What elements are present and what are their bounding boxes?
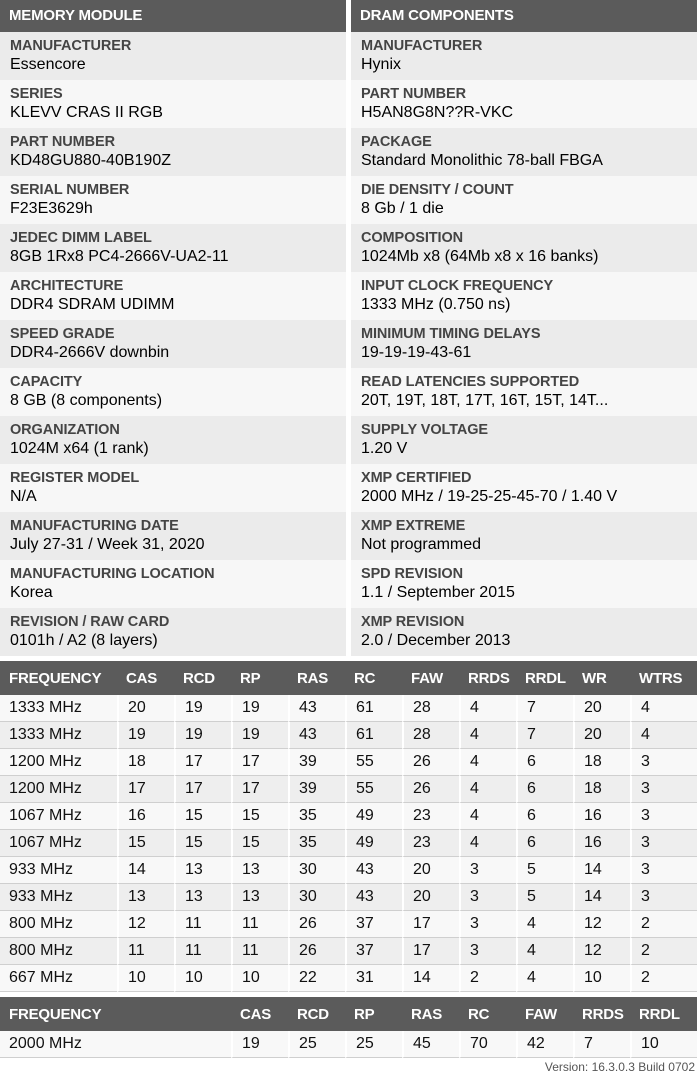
table-cell: 11 — [174, 938, 231, 965]
table-cell: 4 — [516, 911, 573, 938]
table-cell: 26 — [402, 776, 459, 803]
table-cell: 39 — [288, 776, 345, 803]
info-item-value: Korea — [10, 584, 53, 601]
info-item — [351, 608, 697, 656]
table-cell: 39 — [288, 749, 345, 776]
table-cell: 35 — [288, 830, 345, 857]
table-cell: 26 — [288, 938, 345, 965]
table-cell: 15 — [231, 803, 288, 830]
info-item-label: PART NUMBER — [361, 86, 466, 102]
table-cell: 19 — [231, 722, 288, 749]
info-item — [351, 464, 697, 512]
info-item-value: F23E3629h — [10, 200, 93, 217]
info-item — [351, 272, 697, 320]
table-row — [0, 776, 697, 803]
table-cell: 25 — [345, 1031, 402, 1058]
table-cell: 7 — [516, 695, 573, 722]
info-item-label: MINIMUM TIMING DELAYS — [361, 326, 541, 342]
info-item-label: READ LATENCIES SUPPORTED — [361, 374, 580, 390]
table-cell: 7 — [516, 722, 573, 749]
table-row — [0, 803, 697, 830]
version-label: Version: 16.3.0.3 Build 0702 — [544, 1060, 695, 1074]
table-cell: 12 — [573, 911, 630, 938]
info-item — [351, 32, 697, 80]
info-item-label: MANUFACTURER — [10, 38, 132, 54]
info-item-label: MANUFACTURER — [361, 38, 483, 54]
table-cell: 43 — [288, 695, 345, 722]
info-item-label: REVISION / RAW CARD — [10, 614, 170, 630]
table-cell: 20 — [117, 695, 174, 722]
column-header: WTRS — [630, 661, 697, 695]
info-item-value: 1024Mb x8 (64Mb x8 x 16 banks) — [361, 248, 599, 265]
table-cell: 2 — [630, 965, 697, 992]
table-cell: 19 — [174, 695, 231, 722]
table-cell: 1067 MHz — [0, 830, 117, 857]
info-item-value: Hynix — [361, 56, 402, 73]
table-cell: 4 — [459, 803, 516, 830]
table-cell: 61 — [345, 695, 402, 722]
info-item — [351, 512, 697, 560]
info-item-label: SPEED GRADE — [10, 326, 115, 342]
table-cell: 667 MHz — [0, 965, 117, 992]
info-item — [0, 128, 346, 176]
table-cell: 20 — [573, 695, 630, 722]
table-cell: 3 — [630, 803, 697, 830]
info-item-value: Not programmed — [361, 536, 482, 553]
info-item-value: Essencore — [10, 56, 86, 73]
info-item-value: DDR4-2666V downbin — [10, 344, 170, 361]
info-item-value: DDR4 SDRAM UDIMM — [10, 296, 175, 313]
table-cell: 17 — [174, 776, 231, 803]
table-cell: 18 — [573, 776, 630, 803]
table-cell: 4 — [459, 830, 516, 857]
table-cell: 3 — [630, 830, 697, 857]
table-cell: 15 — [174, 803, 231, 830]
table-cell: 10 — [117, 965, 174, 992]
info-item-label: DIE DENSITY / COUNT — [361, 182, 514, 198]
table-cell: 17 — [174, 749, 231, 776]
table-cell: 3 — [459, 857, 516, 884]
jedec-timing-table — [0, 661, 697, 992]
info-item-value: 8 Gb / 1 die — [361, 200, 444, 217]
table-row — [0, 722, 697, 749]
table-cell: 17 — [231, 749, 288, 776]
table-cell: 1333 MHz — [0, 722, 117, 749]
info-item — [0, 320, 346, 368]
info-item-value: 20T, 19T, 18T, 17T, 16T, 15T, 14T... — [361, 392, 609, 409]
table-cell: 1067 MHz — [0, 803, 117, 830]
table-row — [0, 938, 697, 965]
info-item-label: SERIES — [10, 86, 63, 102]
table-cell: 13 — [231, 857, 288, 884]
table-cell: 7 — [573, 1031, 630, 1058]
table-cell: 4 — [459, 695, 516, 722]
info-item — [0, 272, 346, 320]
column-header: RRDS — [459, 661, 516, 695]
table-cell: 19 — [174, 722, 231, 749]
column-header: FREQUENCY — [0, 661, 117, 695]
column-header: RC — [459, 997, 516, 1031]
table-cell: 13 — [231, 884, 288, 911]
info-item — [351, 320, 697, 368]
info-item-value: 8GB 1Rx8 PC4-2666V-UA2-11 — [10, 248, 229, 265]
info-item — [351, 416, 697, 464]
table-cell: 70 — [459, 1031, 516, 1058]
table-cell: 14 — [402, 965, 459, 992]
table-cell: 19 — [231, 1031, 288, 1058]
info-item-value: Standard Monolithic 78-ball FBGA — [361, 152, 603, 169]
xmp-timing-table — [0, 997, 697, 1058]
column-header: RRDS — [573, 997, 630, 1031]
info-item — [351, 560, 697, 608]
table-cell: 5 — [516, 884, 573, 911]
info-item-value: July 27-31 / Week 31, 2020 — [10, 536, 205, 553]
table-cell: 19 — [231, 695, 288, 722]
xmp-table-body — [0, 1031, 697, 1058]
table-cell: 1200 MHz — [0, 776, 117, 803]
table-cell: 1200 MHz — [0, 749, 117, 776]
info-item-label: XMP EXTREME — [361, 518, 466, 534]
column-header: RCD — [174, 661, 231, 695]
timing-table-body — [0, 695, 697, 992]
info-item — [351, 176, 697, 224]
info-item-label: COMPOSITION — [361, 230, 464, 246]
table-cell: 2 — [459, 965, 516, 992]
table-cell: 4 — [459, 776, 516, 803]
table-cell: 55 — [345, 776, 402, 803]
table-cell: 4 — [630, 695, 697, 722]
info-item-value: 19-19-19-43-61 — [361, 344, 472, 361]
table-row — [0, 965, 697, 992]
info-item-value: KD48GU880-40B190Z — [10, 152, 171, 169]
column-header: FAW — [516, 997, 573, 1031]
info-item — [0, 608, 346, 656]
info-item-label: MANUFACTURING DATE — [10, 518, 179, 534]
table-row — [0, 749, 697, 776]
table-cell: 30 — [288, 857, 345, 884]
info-item-label: CAPACITY — [10, 374, 83, 390]
info-item-label: SERIAL NUMBER — [10, 182, 130, 198]
table-cell: 800 MHz — [0, 938, 117, 965]
table-cell: 43 — [345, 857, 402, 884]
dram-components-header: DRAM COMPONENTS — [351, 0, 697, 32]
column-header: RP — [231, 661, 288, 695]
table-cell: 17 — [117, 776, 174, 803]
table-cell: 43 — [345, 884, 402, 911]
dram-components-list — [351, 32, 697, 656]
table-row — [0, 857, 697, 884]
table-cell: 18 — [573, 749, 630, 776]
table-cell: 13 — [117, 884, 174, 911]
info-item — [0, 176, 346, 224]
info-item — [0, 32, 346, 80]
table-cell: 10 — [231, 965, 288, 992]
table-cell: 26 — [288, 911, 345, 938]
column-header: RRDL — [516, 661, 573, 695]
table-cell: 49 — [345, 803, 402, 830]
table-cell: 4 — [459, 749, 516, 776]
info-item — [351, 224, 697, 272]
table-cell: 28 — [402, 722, 459, 749]
memory-module-list — [0, 32, 346, 656]
table-cell: 3 — [459, 884, 516, 911]
table-row — [0, 911, 697, 938]
table-cell: 2 — [630, 938, 697, 965]
memory-module-section — [0, 0, 346, 658]
table-cell: 11 — [174, 911, 231, 938]
xmp-table-header-row — [0, 997, 697, 1031]
table-cell: 4 — [516, 938, 573, 965]
table-cell: 37 — [345, 911, 402, 938]
info-item-label: REGISTER MODEL — [10, 470, 140, 486]
table-row — [0, 1031, 697, 1058]
table-cell: 933 MHz — [0, 884, 117, 911]
info-item-value: 2.0 / December 2013 — [361, 632, 511, 649]
table-cell: 16 — [573, 830, 630, 857]
info-item-label: MANUFACTURING LOCATION — [10, 566, 215, 582]
table-cell: 45 — [402, 1031, 459, 1058]
table-cell: 15 — [174, 830, 231, 857]
table-cell: 12 — [117, 911, 174, 938]
table-cell: 11 — [231, 911, 288, 938]
table-cell: 4 — [516, 965, 573, 992]
info-item-value: 1.20 V — [361, 440, 408, 457]
table-cell: 3 — [630, 776, 697, 803]
info-item-label: SPD REVISION — [361, 566, 463, 582]
table-row — [0, 884, 697, 911]
dram-components-section — [351, 0, 697, 658]
table-cell: 10 — [573, 965, 630, 992]
table-cell: 6 — [516, 830, 573, 857]
table-cell: 1333 MHz — [0, 695, 117, 722]
table-cell: 15 — [231, 830, 288, 857]
timing-table-header-row — [0, 661, 697, 695]
column-header: FAW — [402, 661, 459, 695]
table-cell: 18 — [117, 749, 174, 776]
table-cell: 2000 MHz — [0, 1031, 231, 1058]
table-cell: 22 — [288, 965, 345, 992]
table-cell: 3 — [630, 749, 697, 776]
info-item-value: 1333 MHz (0.750 ns) — [361, 296, 511, 313]
table-cell: 31 — [345, 965, 402, 992]
column-header: CAS — [231, 997, 288, 1031]
column-header: CAS — [117, 661, 174, 695]
table-cell: 14 — [573, 857, 630, 884]
table-cell: 16 — [573, 803, 630, 830]
table-cell: 23 — [402, 803, 459, 830]
info-item-value: 1024M x64 (1 rank) — [10, 440, 149, 457]
info-item — [351, 368, 697, 416]
column-header: RCD — [288, 997, 345, 1031]
info-item-label: PACKAGE — [361, 134, 432, 150]
table-cell: 43 — [288, 722, 345, 749]
info-item — [0, 464, 346, 512]
table-cell: 61 — [345, 722, 402, 749]
table-cell: 11 — [231, 938, 288, 965]
info-item — [0, 224, 346, 272]
table-cell: 25 — [288, 1031, 345, 1058]
table-cell: 17 — [402, 938, 459, 965]
info-item-label: ORGANIZATION — [10, 422, 120, 438]
info-item-value: 0101h / A2 (8 layers) — [10, 632, 158, 649]
table-cell: 14 — [117, 857, 174, 884]
table-cell: 933 MHz — [0, 857, 117, 884]
info-item-label: SUPPLY VOLTAGE — [361, 422, 488, 438]
table-cell: 55 — [345, 749, 402, 776]
table-cell: 10 — [174, 965, 231, 992]
memory-module-header: MEMORY MODULE — [0, 0, 346, 32]
column-header: RRDL — [630, 997, 697, 1031]
info-item-label: PART NUMBER — [10, 134, 115, 150]
table-cell: 42 — [516, 1031, 573, 1058]
table-cell: 13 — [174, 857, 231, 884]
info-item — [351, 128, 697, 176]
info-item-value: 2000 MHz / 19-25-25-45-70 / 1.40 V — [361, 488, 618, 505]
info-item — [0, 80, 346, 128]
table-cell: 2 — [630, 911, 697, 938]
table-cell: 20 — [402, 884, 459, 911]
table-row — [0, 830, 697, 857]
info-item-label: ARCHITECTURE — [10, 278, 124, 294]
table-cell: 23 — [402, 830, 459, 857]
column-header: RC — [345, 661, 402, 695]
table-cell: 11 — [117, 938, 174, 965]
table-cell: 17 — [231, 776, 288, 803]
table-cell: 17 — [402, 911, 459, 938]
table-cell: 3 — [459, 911, 516, 938]
column-header: WR — [573, 661, 630, 695]
column-header: RAS — [402, 997, 459, 1031]
table-cell: 28 — [402, 695, 459, 722]
table-cell: 6 — [516, 749, 573, 776]
table-cell: 30 — [288, 884, 345, 911]
table-row — [0, 695, 697, 722]
table-cell: 6 — [516, 776, 573, 803]
info-item — [0, 368, 346, 416]
info-item-value: N/A — [10, 488, 37, 505]
table-cell: 800 MHz — [0, 911, 117, 938]
info-item — [0, 416, 346, 464]
info-item-label: INPUT CLOCK FREQUENCY — [361, 278, 554, 294]
table-cell: 4 — [630, 722, 697, 749]
table-cell: 4 — [459, 722, 516, 749]
table-cell: 49 — [345, 830, 402, 857]
info-item — [0, 560, 346, 608]
info-item-label: JEDEC DIMM LABEL — [10, 230, 152, 246]
info-item — [351, 80, 697, 128]
info-item — [0, 512, 346, 560]
info-item-value: 1.1 / September 2015 — [361, 584, 515, 601]
info-item-value: 8 GB (8 components) — [10, 392, 163, 409]
info-item-value: KLEVV CRAS II RGB — [10, 104, 163, 121]
table-cell: 3 — [630, 884, 697, 911]
info-item-label: XMP REVISION — [361, 614, 465, 630]
table-cell: 26 — [402, 749, 459, 776]
info-item-label: XMP CERTIFIED — [361, 470, 472, 486]
table-cell: 5 — [516, 857, 573, 884]
column-header: FREQUENCY — [0, 997, 231, 1031]
table-cell: 37 — [345, 938, 402, 965]
table-cell: 19 — [117, 722, 174, 749]
column-header: RP — [345, 997, 402, 1031]
table-cell: 20 — [573, 722, 630, 749]
table-cell: 15 — [117, 830, 174, 857]
table-cell: 6 — [516, 803, 573, 830]
table-cell: 20 — [402, 857, 459, 884]
table-cell: 3 — [630, 857, 697, 884]
table-cell: 3 — [459, 938, 516, 965]
table-cell: 12 — [573, 938, 630, 965]
info-item-value: H5AN8G8N??R-VKC — [361, 104, 514, 121]
column-header: RAS — [288, 661, 345, 695]
table-cell: 10 — [630, 1031, 697, 1058]
table-cell: 13 — [174, 884, 231, 911]
table-cell: 14 — [573, 884, 630, 911]
table-cell: 16 — [117, 803, 174, 830]
table-cell: 35 — [288, 803, 345, 830]
